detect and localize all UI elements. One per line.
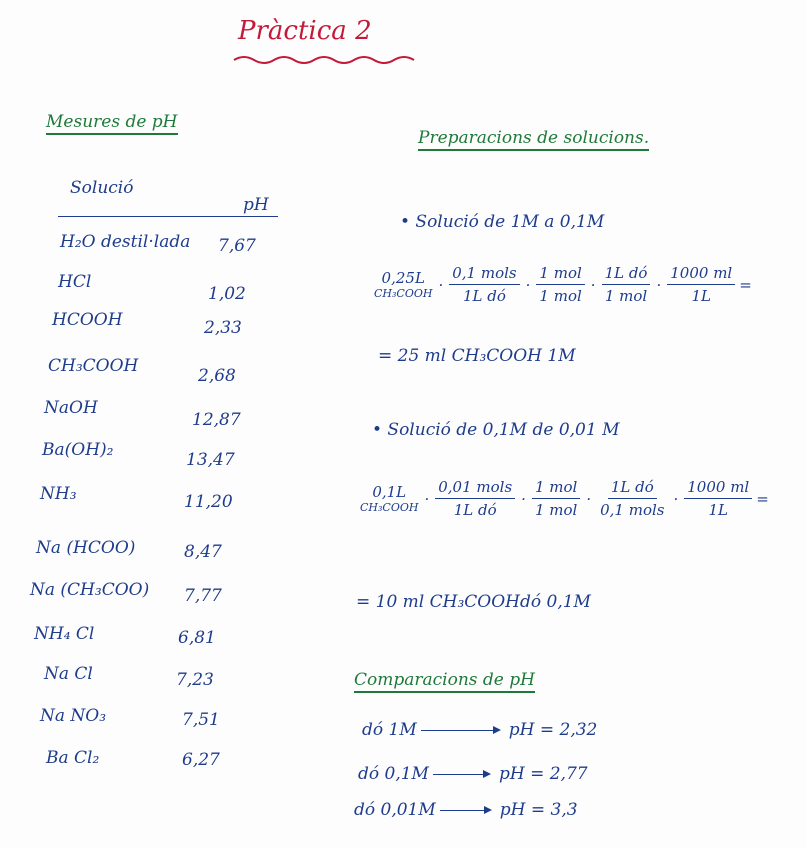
- step1-f1-num: 0,1 mols: [449, 264, 519, 285]
- step2-f2-den: 1 mol: [534, 501, 578, 519]
- preparation-heading: Preparacions de solucions.: [418, 128, 649, 151]
- table-row-solution: Na Cl: [44, 664, 93, 684]
- table-row-solution: Na (HCOO): [36, 538, 136, 558]
- step1-f3-den: 1 mol: [604, 287, 648, 305]
- step1-lead-sub: CH₃COOH: [374, 287, 433, 300]
- table-row-solution: Ba(OH)₂: [42, 440, 114, 460]
- title-wavy-underline: [232, 52, 417, 68]
- arrow-icon: [433, 774, 489, 775]
- step1-calculation: 0,25L CH₃COOH · $\frac{\text{0,1 mols}}{\text{1L dó}}$ · $\frac{\text{1 mol}}{\text{1 mol}}$ · $\frac{\text{1L dó}}{\text{1 mol}}$ · $\frac{1000 ml}{1L}$ =: [374, 264, 752, 305]
- table-row-ph: 2,33: [204, 318, 242, 338]
- step1-f1-den: 1L dó: [462, 287, 506, 305]
- table-row-solution: NH₃: [40, 484, 77, 504]
- table-row-ph: 7,51: [182, 710, 220, 730]
- comparison-heading: Comparacions de pH: [354, 670, 535, 693]
- table-row-solution: Ba Cl₂: [46, 748, 100, 768]
- step1-f4-den: 1L: [691, 287, 711, 305]
- col-solution-header: Solució: [70, 178, 134, 198]
- table-row-solution: HCOOH: [52, 310, 123, 330]
- table-row-ph: 7,23: [176, 670, 214, 690]
- step2-lead: 0,1L: [372, 483, 407, 501]
- step1-f4-num: 1000 ml: [667, 264, 735, 285]
- table-row-ph: 6,81: [178, 628, 216, 648]
- measures-heading: Mesures de pH: [46, 112, 178, 135]
- table-row-solution: Na NO₃: [40, 706, 107, 726]
- step2-f1-num: 0,01 mols: [435, 478, 515, 499]
- step2-equals: =: [756, 489, 769, 508]
- comparison-row: [354, 800, 578, 820]
- step1-f3-num: 1L dó: [602, 264, 651, 285]
- step2-f1-den: 1L dó: [453, 501, 497, 519]
- step2-f3-den: 0,1 mols: [600, 501, 665, 519]
- table-header-divider: [58, 216, 278, 217]
- step1-equals: =: [739, 275, 752, 294]
- table-row-ph: 8,47: [184, 542, 222, 562]
- col-ph-header: pH: [243, 195, 269, 215]
- table-row-ph: 1,02: [208, 284, 246, 304]
- step1-label: • Solució de 1M a 0,1M: [400, 212, 605, 232]
- table-row-solution: NaOH: [44, 398, 98, 418]
- table-row-solution: H₂O destil·lada: [60, 232, 191, 252]
- comparison-label: dó 0,01M: [354, 800, 436, 820]
- comparison-value: pH = 3,3: [499, 800, 578, 820]
- comparison-row: [358, 764, 588, 784]
- step2-result: = 10 ml CH₃COOHdó 0,1M: [356, 592, 591, 612]
- table-row-ph: 12,87: [192, 410, 241, 430]
- table-row-solution: CH₃COOH: [48, 356, 139, 376]
- table-row-ph: 11,20: [184, 492, 233, 512]
- step1-lead: 0,25L: [381, 269, 425, 287]
- step2-f4-num: 1000 ml: [684, 478, 752, 499]
- comparison-value: pH = 2,32: [508, 720, 598, 740]
- arrow-icon: [440, 810, 490, 811]
- step1-f2-num: 1 mol: [536, 264, 584, 285]
- comparison-value: pH = 2,77: [498, 764, 588, 784]
- step1-result: = 25 ml CH₃COOH 1M: [378, 346, 576, 366]
- step2-f2-num: 1 mol: [532, 478, 580, 499]
- table-row-ph: 13,47: [186, 450, 235, 470]
- table-row-solution: Na (CH₃COO): [30, 580, 150, 600]
- table-row-ph: 7,77: [184, 586, 222, 606]
- step2-f4-den: 1L: [708, 501, 728, 519]
- table-row-ph: 2,68: [198, 366, 236, 386]
- table-row-ph: 6,27: [182, 750, 220, 770]
- step2-label: • Solució de 0,1M de 0,01 M: [372, 420, 620, 440]
- step2-f3-num: 1L dó: [608, 478, 657, 499]
- step1-f2-den: 1 mol: [539, 287, 582, 305]
- table-row-ph: 7,67: [218, 236, 256, 256]
- step2-calculation: 0,1L CH₃COOH · $\frac{\text{0,01 mols}}{\text{1L dó}}$ · $\frac{\text{1 mol}}{\text{1 mol}}$ · $\frac{\text{1L dó}}{\text{0,1 mols}}$ · $\frac{1000 ml}{1L}$ =: [360, 478, 769, 519]
- table-row-solution: NH₄ Cl: [34, 624, 95, 644]
- comparison-label: dó 0,1M: [358, 764, 429, 784]
- arrow-icon: [421, 730, 499, 731]
- table-row-solution: HCl: [58, 272, 92, 292]
- comparison-label: dó 1M: [362, 720, 417, 740]
- step2-lead-sub: CH₃COOH: [360, 501, 419, 514]
- comparison-row: [362, 720, 597, 740]
- page-title: Pràctica 2: [238, 16, 372, 46]
